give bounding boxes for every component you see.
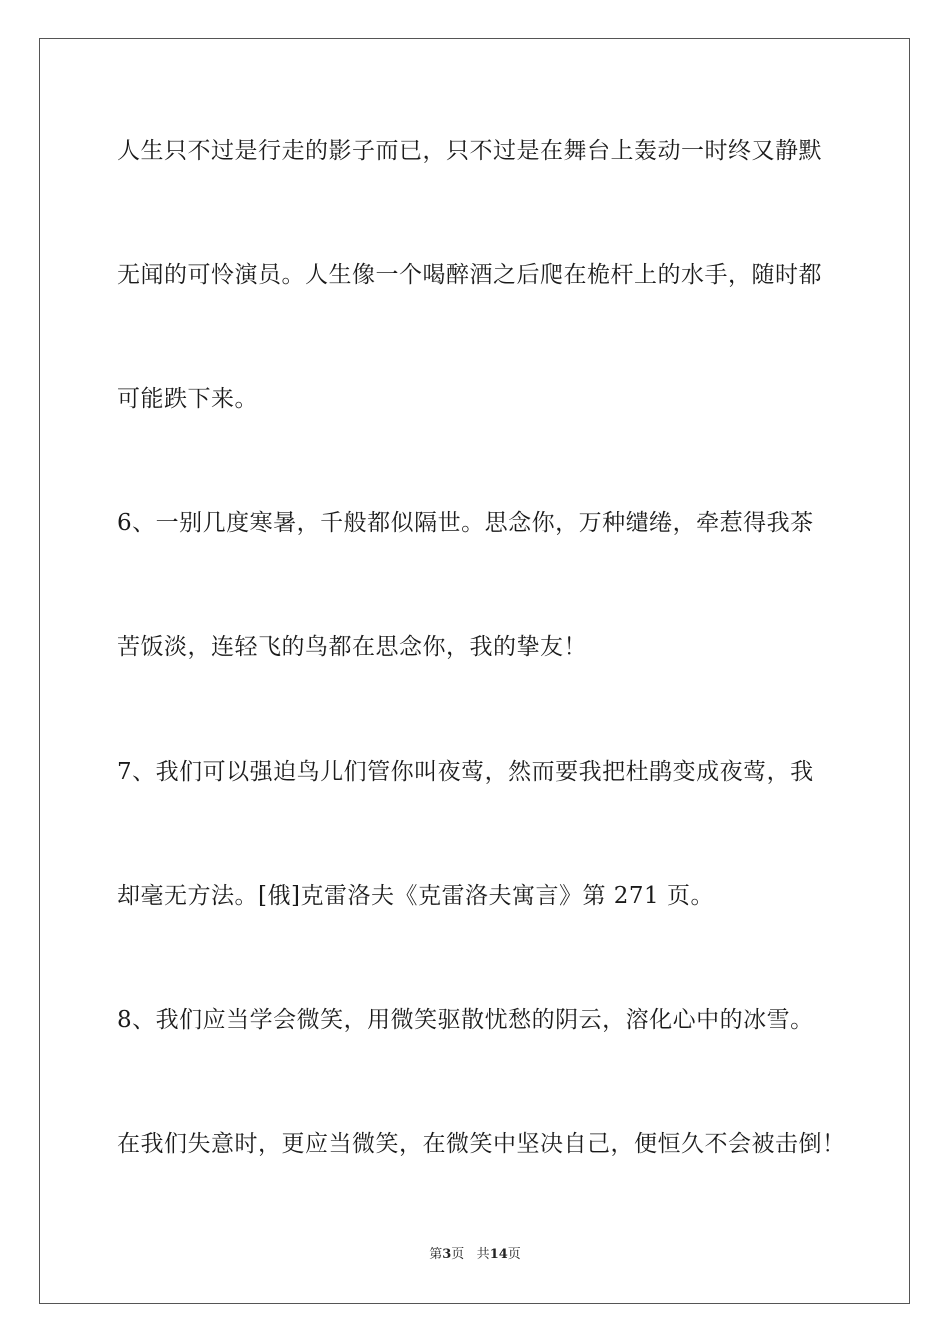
text-line-7: 却毫无方法。[俄]克雷洛夫《克雷洛夫寓言》第 271 页。 <box>117 883 714 909</box>
text-line-8: 8、我们应当学会微笑，用微笑驱散忧愁的阴云，溶化心中的冰雪。 <box>117 1007 814 1033</box>
text-line-3: 可能跌下来。 <box>117 386 258 412</box>
footer-total-suffix: 页 <box>507 1247 521 1262</box>
footer-current-page: 3 <box>442 1247 452 1262</box>
footer-page-suffix: 页 <box>451 1247 465 1262</box>
page-frame <box>39 38 910 1304</box>
footer-total-pages: 14 <box>489 1247 508 1262</box>
page-footer <box>0 1246 950 1264</box>
text-line-2: 无闻的可怜演员。人生像一个喝醉酒之后爬在桅杆上的水手，随时都 <box>117 262 822 288</box>
text-line-6: 7、我们可以强迫鸟儿们管你叫夜莺，然而要我把杜鹃变成夜莺，我 <box>117 759 814 785</box>
text-line-1: 人生只不过是行走的影子而已，只不过是在舞台上轰动一时终又静默 <box>117 138 822 164</box>
footer-page-prefix: 第 <box>429 1247 443 1262</box>
text-line-4: 6、一别几度寒暑，千般都似隔世。思念你，万种缱绻，牵惹得我茶 <box>117 510 814 536</box>
footer-total-prefix: 共 <box>476 1247 490 1262</box>
text-line-9: 在我们失意时，更应当微笑，在微笑中坚决自己，便恒久不会被击倒！ <box>117 1131 846 1157</box>
text-line-5: 苦饭淡，连轻飞的鸟都在思念你，我的挚友！ <box>117 634 587 660</box>
